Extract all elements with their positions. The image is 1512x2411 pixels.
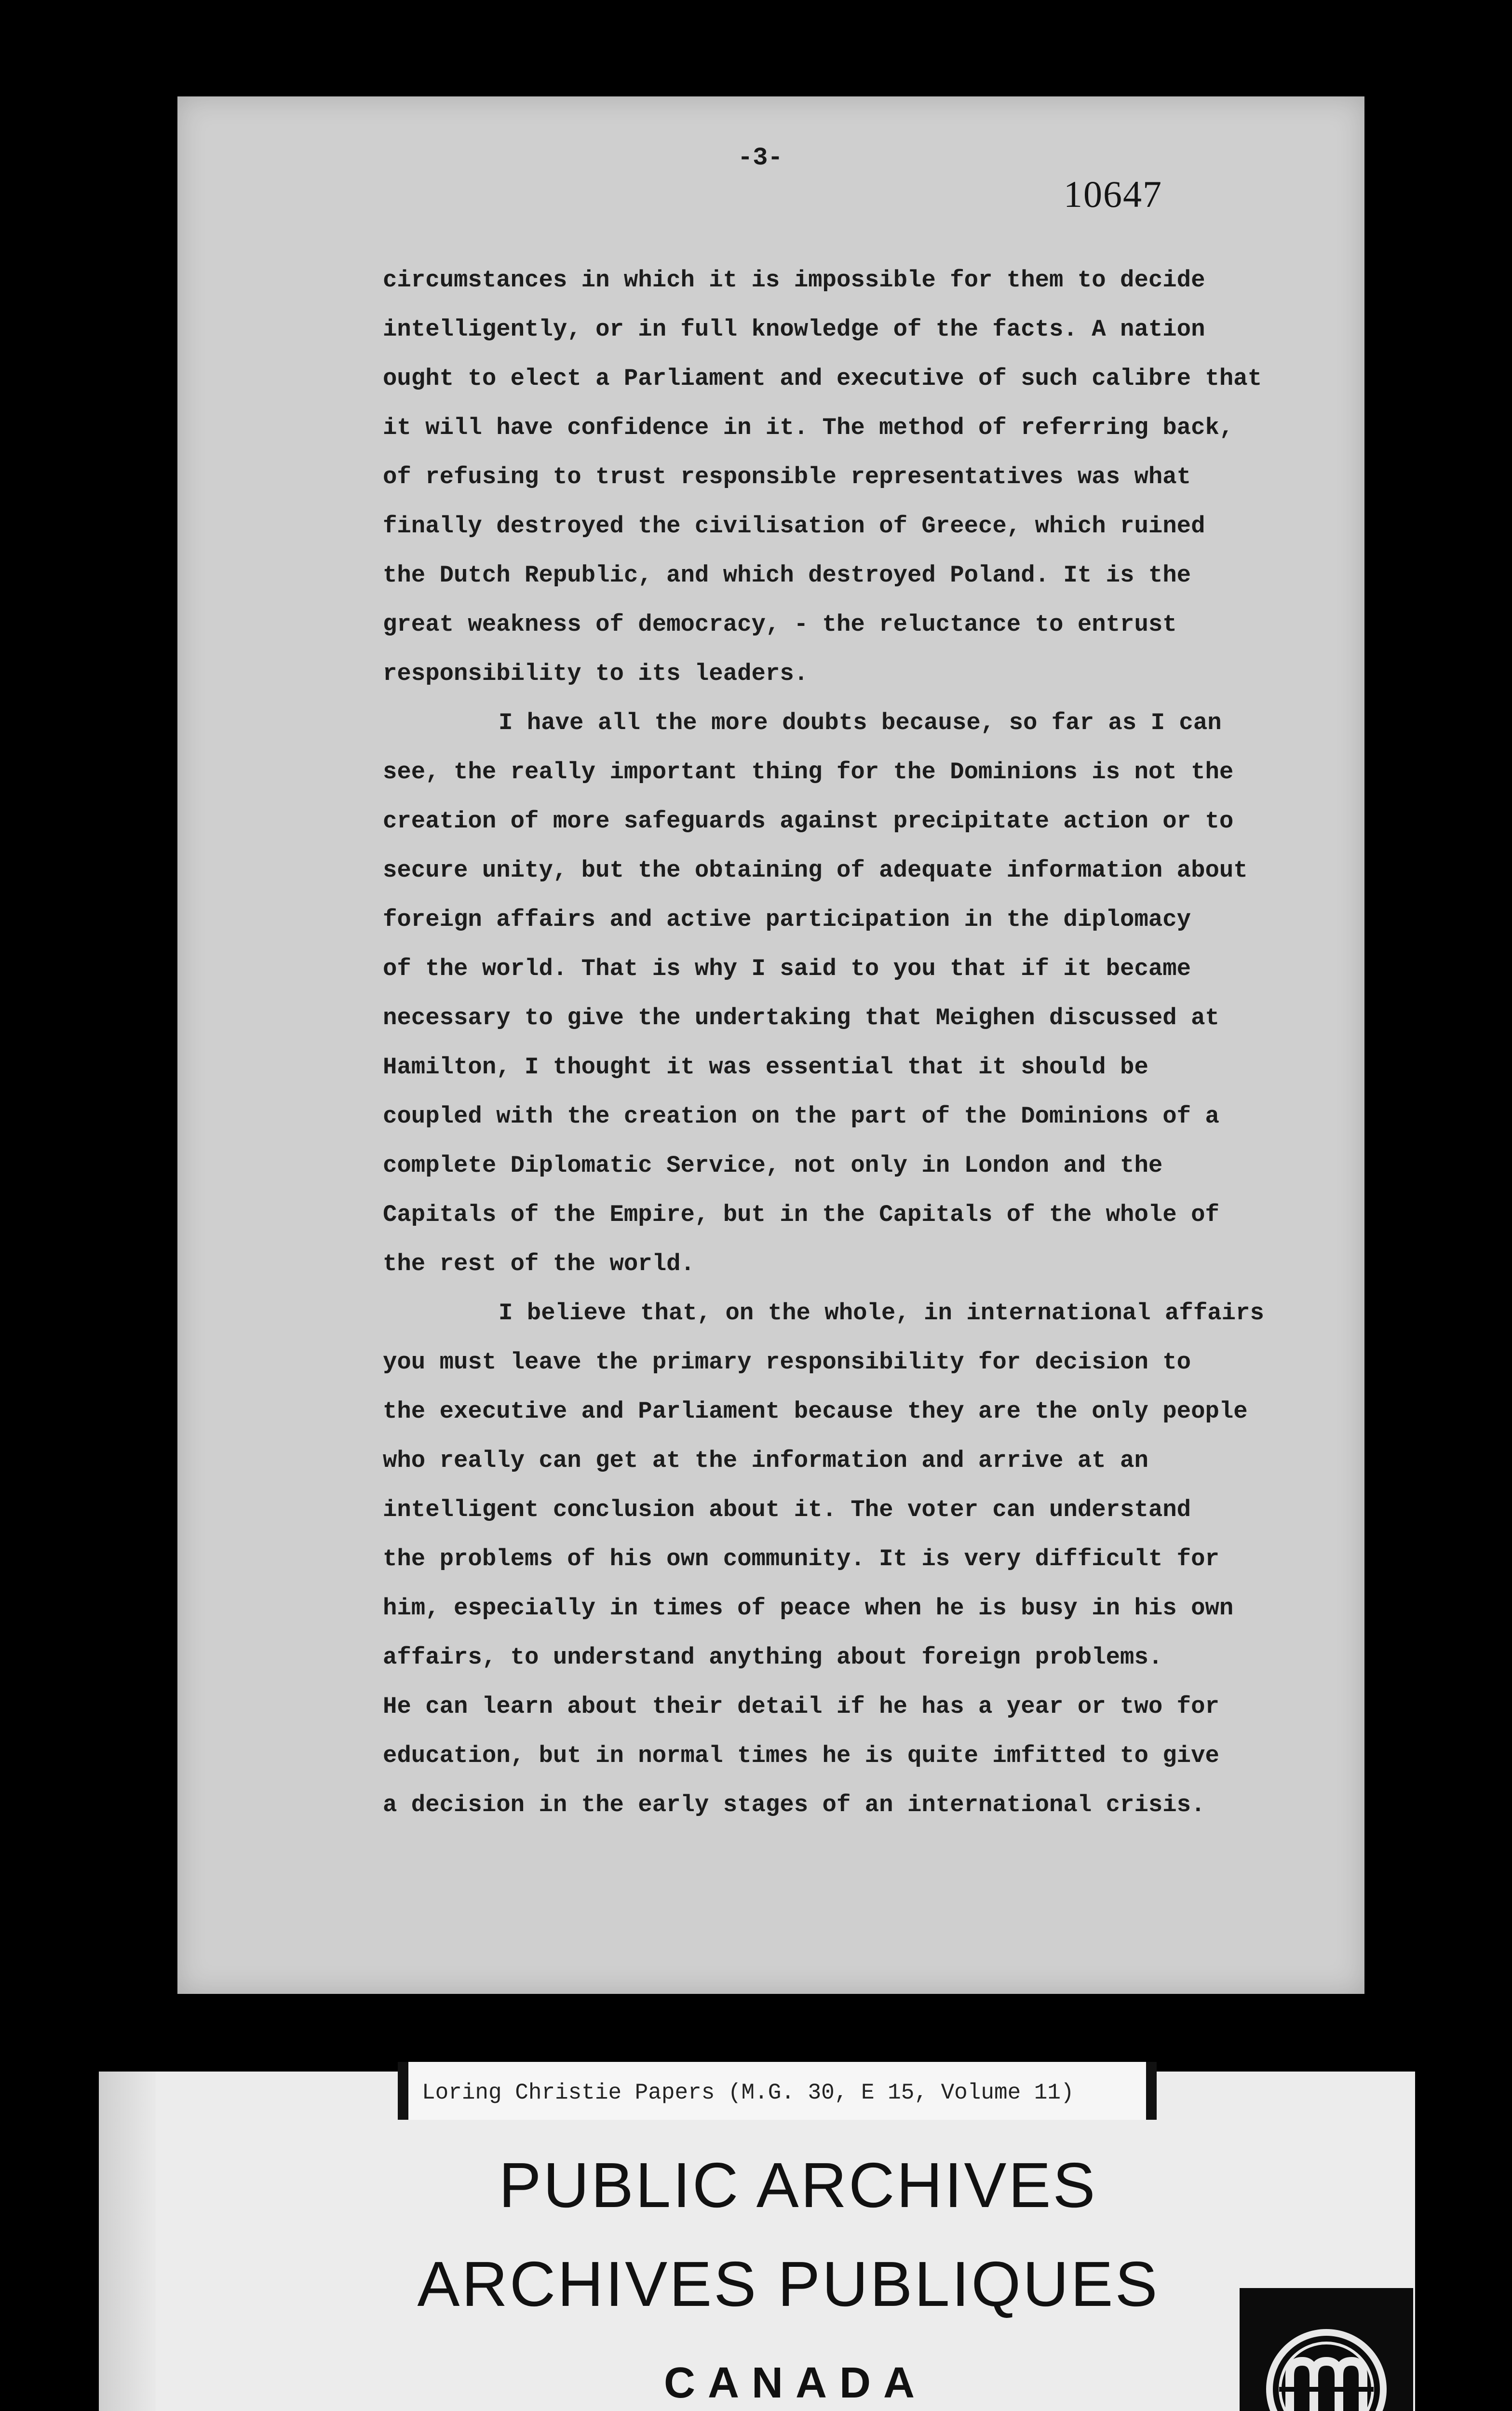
archives-logo xyxy=(1240,2288,1413,2411)
text-line: ought to elect a Parliament and executive of such calibre that xyxy=(383,365,1262,392)
text-line: Hamilton, I thought it was essential that it should be xyxy=(383,1054,1148,1081)
text-line: see, the really important thing for the Dominions is not the xyxy=(383,759,1234,786)
text-line: affairs, to understand anything about foreign problems. xyxy=(383,1644,1163,1671)
archive-card xyxy=(99,2072,1415,2411)
text-line: you must leave the primary responsibility for decision to xyxy=(383,1349,1191,1376)
text-line: foreign affairs and active participation in the diplomacy xyxy=(383,906,1191,933)
text-line: great weakness of democracy, - the reluctance to entrust xyxy=(383,611,1177,638)
text-line: intelligent conclusion about it. The voter can understand xyxy=(383,1496,1191,1523)
text-line: who really can get at the information and arrive at an xyxy=(383,1447,1148,1474)
archives-logo-icon xyxy=(1260,2323,1393,2411)
text-line: the rest of the world. xyxy=(383,1250,695,1277)
text-line: the Dutch Republic, and which destroyed Poland. It is the xyxy=(383,562,1191,589)
text-line: of refusing to trust responsible representatives was what xyxy=(383,463,1191,490)
folio-number: 10647 xyxy=(1064,173,1162,215)
text-line: a decision in the early stages of an international crisis. xyxy=(383,1791,1205,1818)
text-line: intelligently, or in full knowledge of the facts. A nation xyxy=(383,316,1205,343)
text-line: necessary to give the undertaking that Meighen discussed at xyxy=(383,1004,1219,1031)
archive-title-french: ARCHIVES PUBLIQUES xyxy=(417,2248,1160,2319)
text-line: him, especially in times of peace when he is busy in his own xyxy=(383,1595,1234,1622)
text-line: finally destroyed the civilisation of Greece, which ruined xyxy=(383,513,1205,540)
archive-country: CANADA xyxy=(664,2359,927,2407)
text-line: I believe that, on the whole, in international affairs xyxy=(499,1300,1264,1327)
text-line: coupled with the creation on the part of the Dominions of a xyxy=(383,1103,1219,1130)
text-line: responsibility to its leaders. xyxy=(383,660,809,687)
text-line: complete Diplomatic Service, not only in London and the xyxy=(383,1152,1163,1179)
collection-label: Loring Christie Papers (M.G. 30, E 15, Volume 11) xyxy=(422,2080,1074,2105)
text-line: I have all the more doubts because, so far as I can xyxy=(499,709,1222,736)
letter-page xyxy=(177,96,1364,1994)
text-line: the problems of his own community. It is very difficult for xyxy=(383,1545,1219,1572)
text-line: of the world. That is why I said to you that if it became xyxy=(383,955,1191,982)
text-line: it will have confidence in it. The method of referring back, xyxy=(383,414,1234,441)
typed-body-text xyxy=(383,256,1328,1829)
text-line: Capitals of the Empire, but in the Capitals of the whole of xyxy=(383,1201,1219,1228)
text-line: He can learn about their detail if he has a year or two for xyxy=(383,1693,1219,1720)
text-line: secure unity, but the obtaining of adequate information about xyxy=(383,857,1248,884)
page-number-marker: -3- xyxy=(738,144,783,172)
text-line: the executive and Parliament because they are the only people xyxy=(383,1398,1248,1425)
archive-title-english: PUBLIC ARCHIVES xyxy=(499,2150,1097,2221)
text-line: creation of more safeguards against precipitate action or to xyxy=(383,808,1234,835)
text-line: education, but in normal times he is quite imfitted to give xyxy=(383,1742,1219,1769)
collection-label-strip xyxy=(398,2062,1157,2120)
text-line: circumstances in which it is impossible for them to decide xyxy=(383,267,1205,294)
